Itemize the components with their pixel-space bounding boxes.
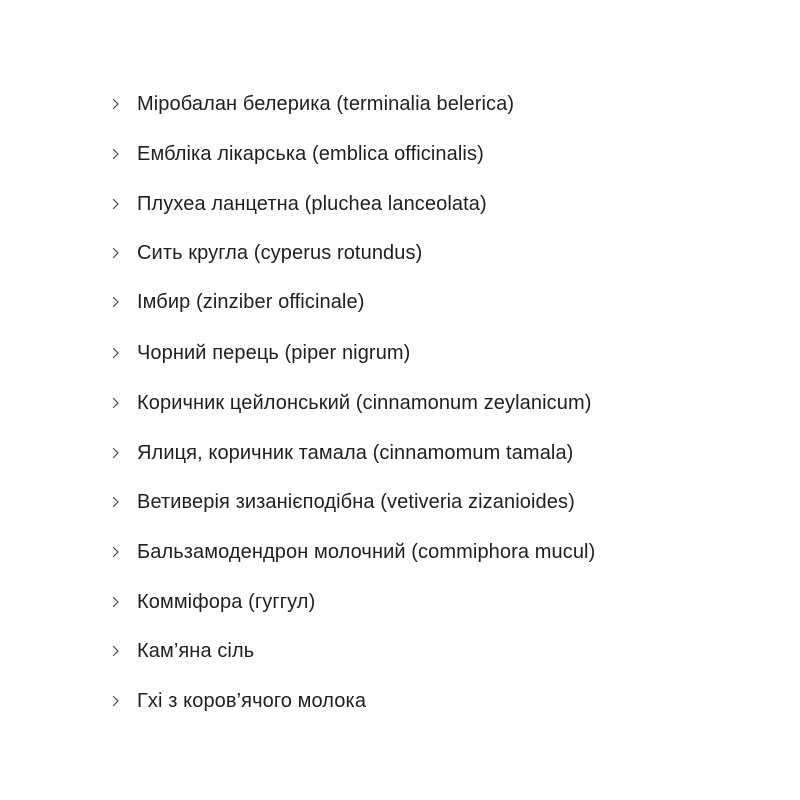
list-item	[112, 686, 366, 716]
list-item	[112, 438, 573, 468]
list-item	[112, 487, 575, 517]
list-item-label: Кам’яна сіль	[137, 639, 255, 662]
list-item	[112, 189, 487, 219]
chevron-right-icon	[112, 587, 137, 617]
list-item	[112, 338, 410, 368]
chevron-right-icon	[112, 388, 137, 418]
chevron-right-icon	[112, 338, 137, 368]
list-item-label: Ялиця, коричник тамала (cinnamomum tamala)	[137, 441, 574, 464]
chevron-right-icon	[112, 636, 137, 666]
list-item	[112, 238, 422, 268]
list-item-label: Ветиверія зизанієподібна (vetiveria zizanioides)	[137, 490, 575, 513]
chevron-right-icon	[112, 686, 137, 716]
chevron-right-icon	[112, 139, 137, 169]
chevron-right-icon	[112, 89, 137, 119]
chevron-right-icon	[112, 189, 137, 219]
chevron-right-icon	[112, 238, 137, 268]
chevron-right-icon	[112, 287, 137, 317]
chevron-right-icon	[112, 438, 137, 468]
list-item	[112, 287, 364, 317]
list-item-label: Імбир (zinziber officinale)	[137, 290, 365, 313]
list-item-label: Сить кругла (cyperus rotundus)	[137, 241, 423, 264]
list-item-label: Емблiка лiкарська (emblica officinalis)	[137, 142, 484, 165]
list-item-label: Гхі з коров’ячого молока	[137, 689, 367, 712]
list-item	[112, 636, 254, 666]
list-item	[112, 587, 315, 617]
list-item-label: Бальзамодендрон молочний (commiphora mucul)	[137, 540, 596, 563]
list-item-label: Міробалан белерика (terminalia belerica)	[137, 92, 515, 115]
list-item	[112, 537, 595, 567]
chevron-right-icon	[112, 537, 137, 567]
list-item-label: Коричник цейлонський (cinnamonum zeylanicum)	[137, 391, 592, 414]
list-item	[112, 139, 484, 169]
list-item-label: Комміфора (гуггул)	[137, 590, 316, 613]
list-item-label: Плухеа ланцетна (pluchea lanceolata)	[137, 192, 487, 215]
list-item	[112, 388, 592, 418]
list-item-label: Чорний перець (piper nigrum)	[137, 341, 411, 364]
list-item	[112, 89, 514, 119]
chevron-right-icon	[112, 487, 137, 517]
